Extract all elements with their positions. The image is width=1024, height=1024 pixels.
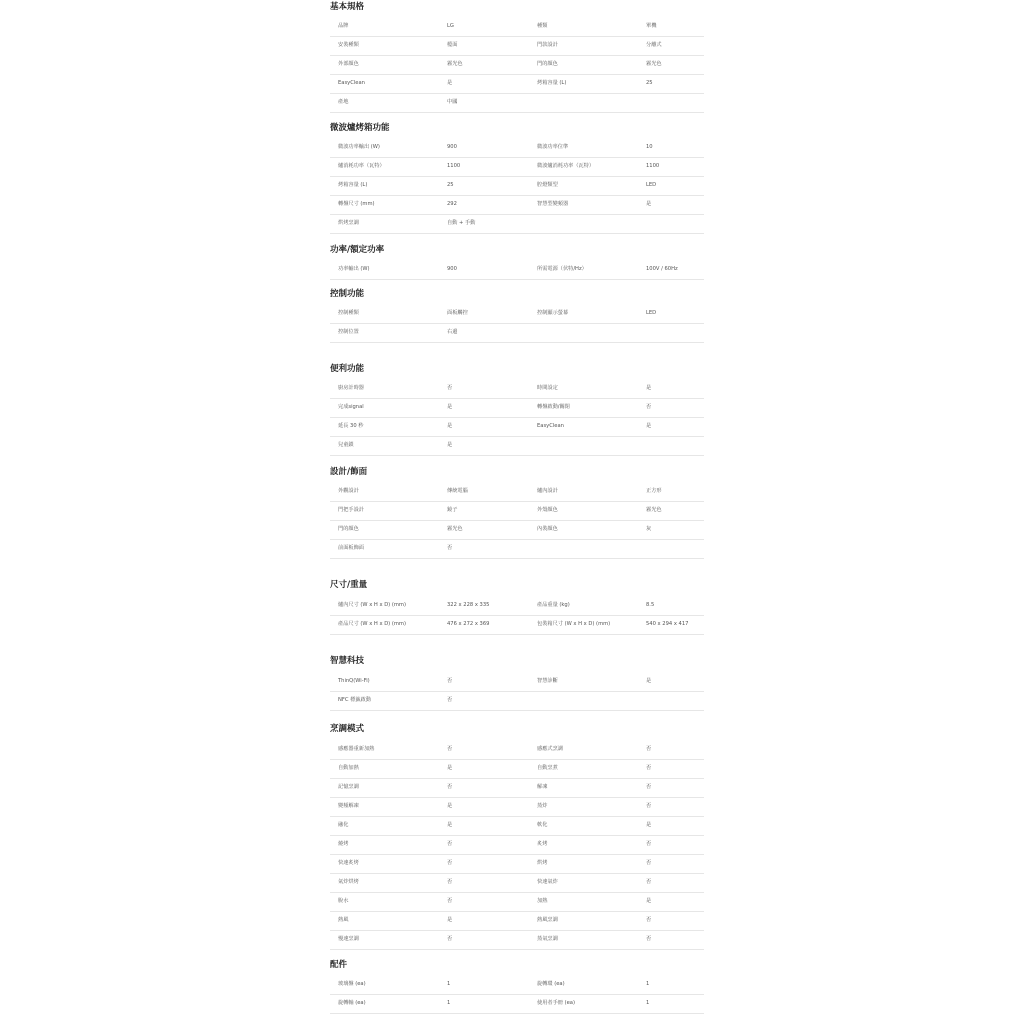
spec-label: 種類 bbox=[537, 23, 548, 29]
spec-row bbox=[330, 520, 704, 540]
spec-label: 玻璃盤 (ea) bbox=[338, 981, 366, 987]
spec-label: 微波功率輸出 (W) bbox=[338, 144, 380, 150]
spec-value: 1100 bbox=[646, 163, 660, 169]
spec-label: 融化 bbox=[338, 822, 349, 828]
spec-value: 傳統電腦 bbox=[447, 488, 468, 494]
section-title: 功率/額定功率 bbox=[330, 245, 385, 255]
spec-value: 否 bbox=[447, 841, 453, 847]
section-title: 控制功能 bbox=[330, 289, 365, 299]
spec-row bbox=[330, 778, 704, 798]
spec-value: LED bbox=[646, 310, 657, 316]
spec-value: 是 bbox=[447, 423, 453, 429]
spec-value: 是 bbox=[646, 678, 652, 684]
spec-label: 產品重量 (kg) bbox=[537, 602, 570, 608]
spec-row bbox=[330, 260, 704, 280]
spec-label: ThinQ(Wi-Fi) bbox=[338, 678, 370, 684]
spec-value: 面板觸控 bbox=[447, 310, 468, 316]
spec-label: 轉盤啟動/關閉 bbox=[537, 404, 570, 410]
spec-label: 門把手設計 bbox=[338, 507, 364, 513]
spec-value: 否 bbox=[646, 803, 652, 809]
spec-label: 變頻解凍 bbox=[338, 803, 359, 809]
spec-row bbox=[330, 304, 704, 324]
spec-value: 否 bbox=[447, 784, 453, 790]
spec-value: 否 bbox=[646, 765, 652, 771]
section-title: 便利功能 bbox=[330, 364, 365, 374]
spec-value: 是 bbox=[646, 898, 652, 904]
spec-value: 正方形 bbox=[646, 488, 662, 494]
spec-value: 25 bbox=[447, 182, 454, 188]
spec-value: 鏡子 bbox=[447, 507, 458, 513]
spec-label: 控制顯示螢幕 bbox=[537, 310, 569, 316]
spec-value: 否 bbox=[447, 385, 453, 391]
spec-row bbox=[330, 36, 704, 56]
spec-label: 氣炸烘烤 bbox=[338, 879, 359, 885]
spec-value: 霧光色 bbox=[646, 507, 662, 513]
spec-value: 是 bbox=[646, 385, 652, 391]
spec-value: 是 bbox=[447, 917, 453, 923]
spec-label: 自動加熱 bbox=[338, 765, 359, 771]
spec-value: 否 bbox=[447, 879, 453, 885]
spec-value: 25 bbox=[646, 80, 653, 86]
spec-value: 否 bbox=[646, 841, 652, 847]
spec-label: 完成signal bbox=[338, 404, 364, 410]
spec-row bbox=[330, 892, 704, 912]
spec-label: 炙烤 bbox=[537, 841, 548, 847]
spec-value: 10 bbox=[646, 144, 653, 150]
spec-value: 292 bbox=[447, 201, 457, 207]
spec-value: 540 x 294 x 417 bbox=[646, 621, 689, 627]
spec-row bbox=[330, 398, 704, 418]
spec-label: 感應器重新加熱 bbox=[338, 746, 375, 752]
spec-value: 1 bbox=[646, 981, 650, 987]
spec-value: 否 bbox=[646, 936, 652, 942]
spec-label: 腔燈類型 bbox=[537, 182, 558, 188]
spec-label: 烘烤 bbox=[537, 860, 548, 866]
spec-label: 微波爐消耗功率（瓦特） bbox=[537, 163, 595, 169]
spec-value: 900 bbox=[447, 266, 457, 272]
spec-value: 否 bbox=[646, 879, 652, 885]
spec-label: 使用者手冊 (ea) bbox=[537, 1000, 576, 1006]
section-title: 烹調模式 bbox=[330, 724, 365, 734]
spec-row bbox=[330, 615, 704, 635]
spec-row bbox=[330, 816, 704, 836]
spec-label: 快速氣炸 bbox=[537, 879, 558, 885]
spec-label: 旋轉環 (ea) bbox=[537, 981, 565, 987]
spec-row bbox=[330, 873, 704, 893]
spec-value: 否 bbox=[646, 917, 652, 923]
spec-label: 慢速烹調 bbox=[338, 936, 359, 942]
spec-value: 1100 bbox=[447, 163, 461, 169]
spec-value: 單機 bbox=[646, 23, 657, 29]
spec-value: 否 bbox=[447, 678, 453, 684]
spec-label: 燒烤 bbox=[338, 841, 349, 847]
spec-row bbox=[330, 214, 704, 234]
spec-label: 爐消耗功率（瓦特） bbox=[338, 163, 385, 169]
spec-row bbox=[330, 157, 704, 177]
spec-label: 門的顏色 bbox=[338, 526, 359, 532]
spec-value: 是 bbox=[447, 765, 453, 771]
spec-label: 記憶烹調 bbox=[338, 784, 359, 790]
spec-label: 產品尺寸 (W x H x D) (mm) bbox=[338, 621, 407, 627]
spec-value: LED bbox=[646, 182, 657, 188]
spec-label: 軟化 bbox=[537, 822, 548, 828]
spec-value: 是 bbox=[447, 803, 453, 809]
spec-label: 內裝顏色 bbox=[537, 526, 558, 532]
spec-label: 前面板飾面 bbox=[338, 545, 364, 551]
spec-value: 霧光色 bbox=[646, 61, 662, 67]
spec-label: 熱風 bbox=[338, 917, 349, 923]
spec-label: 門款設計 bbox=[537, 42, 558, 48]
spec-row bbox=[330, 930, 704, 950]
spec-row bbox=[330, 74, 704, 94]
spec-value: 是 bbox=[646, 423, 652, 429]
spec-label: 烤箱容量 (L) bbox=[338, 182, 368, 188]
section-title: 智慧科技 bbox=[330, 656, 365, 666]
spec-row bbox=[330, 323, 704, 343]
spec-row bbox=[330, 539, 704, 559]
spec-value: 1 bbox=[646, 1000, 650, 1006]
spec-label: 蒸氣烹調 bbox=[537, 936, 558, 942]
spec-row bbox=[330, 994, 704, 1014]
spec-row bbox=[330, 195, 704, 215]
spec-value: 否 bbox=[646, 746, 652, 752]
spec-row bbox=[330, 691, 704, 711]
spec-label: 智慧診斷 bbox=[537, 678, 558, 684]
spec-label: EasyClean bbox=[338, 80, 365, 86]
spec-label: 解凍 bbox=[537, 784, 548, 790]
spec-value: 右邊 bbox=[447, 329, 458, 335]
spec-value: 900 bbox=[447, 144, 457, 150]
spec-label: 加熱 bbox=[537, 898, 548, 904]
spec-value: 322 x 228 x 335 bbox=[447, 602, 490, 608]
spec-value: 否 bbox=[646, 860, 652, 866]
spec-row bbox=[330, 436, 704, 456]
spec-label: 功率輸出 (W) bbox=[338, 266, 370, 272]
spec-value: 否 bbox=[646, 404, 652, 410]
spec-label: 門的顏色 bbox=[537, 61, 558, 67]
spec-value: 是 bbox=[447, 80, 453, 86]
spec-row bbox=[330, 975, 704, 995]
spec-row bbox=[330, 501, 704, 521]
spec-row bbox=[330, 417, 704, 437]
spec-label: 外殼顏色 bbox=[537, 507, 558, 513]
spec-label: 產地 bbox=[338, 99, 349, 105]
spec-label: 熱風烹調 bbox=[537, 917, 558, 923]
spec-value: LG bbox=[447, 23, 454, 29]
spec-label: 轉盤尺寸 (mm) bbox=[338, 201, 375, 207]
spec-value: 是 bbox=[447, 822, 453, 828]
spec-row bbox=[330, 672, 704, 692]
spec-row bbox=[330, 740, 704, 760]
spec-value: 自動 + 手動 bbox=[447, 220, 476, 226]
spec-label: 廚房計時器 bbox=[338, 385, 364, 391]
spec-label: 安裝種類 bbox=[338, 42, 359, 48]
spec-label: 控制種類 bbox=[338, 310, 359, 316]
spec-label: 旋轉軸 (ea) bbox=[338, 1000, 366, 1006]
spec-label: 蒸炸 bbox=[537, 803, 548, 809]
section-title: 微波爐烤箱功能 bbox=[330, 123, 390, 133]
spec-row bbox=[330, 759, 704, 779]
spec-label: 兒童鎖 bbox=[338, 442, 354, 448]
spec-value: 否 bbox=[447, 697, 453, 703]
spec-label: 外觀設計 bbox=[338, 488, 359, 494]
spec-label: 包裝箱尺寸 (W x H x D) (mm) bbox=[537, 621, 611, 627]
spec-row bbox=[330, 911, 704, 931]
spec-row bbox=[330, 55, 704, 75]
spec-value: 8.5 bbox=[646, 602, 655, 608]
spec-value: 476 x 272 x 369 bbox=[447, 621, 490, 627]
spec-value: 霧光色 bbox=[447, 526, 463, 532]
spec-row bbox=[330, 379, 704, 399]
spec-value: 檯面 bbox=[447, 42, 458, 48]
section-title: 配件 bbox=[330, 960, 348, 970]
spec-value: 否 bbox=[447, 860, 453, 866]
spec-label: NFC 標籤啟動 bbox=[338, 697, 371, 703]
spec-row bbox=[330, 17, 704, 37]
spec-value: 否 bbox=[447, 898, 453, 904]
spec-value: 是 bbox=[447, 442, 453, 448]
spec-label: 脫水 bbox=[338, 898, 349, 904]
spec-value: 否 bbox=[646, 784, 652, 790]
spec-row bbox=[330, 854, 704, 874]
spec-value: 100V / 60Hz bbox=[646, 266, 678, 272]
spec-value: 灰 bbox=[646, 526, 652, 532]
spec-row bbox=[330, 138, 704, 158]
spec-label: 外部顏色 bbox=[338, 61, 359, 67]
spec-label: 爐內尺寸 (W x H x D) (mm) bbox=[338, 602, 407, 608]
spec-row bbox=[330, 835, 704, 855]
spec-value: 是 bbox=[646, 201, 652, 207]
spec-value: 否 bbox=[447, 936, 453, 942]
spec-label: 快速炙烤 bbox=[338, 860, 359, 866]
spec-label: 爐內設計 bbox=[537, 488, 558, 494]
spec-label: 控制位置 bbox=[338, 329, 359, 335]
spec-label: 所需電源（伏特/Hz） bbox=[537, 266, 587, 272]
spec-value: 1 bbox=[447, 1000, 451, 1006]
spec-row bbox=[330, 176, 704, 196]
spec-label: 自動烹煮 bbox=[537, 765, 558, 771]
spec-label: 烘烤烹調 bbox=[338, 220, 359, 226]
spec-label: 品牌 bbox=[338, 23, 349, 29]
spec-value: 分離式 bbox=[646, 42, 662, 48]
spec-row bbox=[330, 797, 704, 817]
spec-value: 霧光色 bbox=[447, 61, 463, 67]
section-title: 設計/飾面 bbox=[330, 467, 368, 477]
spec-label: EasyClean bbox=[537, 423, 564, 429]
spec-row bbox=[330, 596, 704, 616]
spec-value: 否 bbox=[447, 746, 453, 752]
section-title: 尺寸/重量 bbox=[330, 580, 368, 590]
spec-row bbox=[330, 482, 704, 502]
spec-label: 時間設定 bbox=[537, 385, 558, 391]
spec-row bbox=[330, 93, 704, 113]
spec-value: 是 bbox=[447, 404, 453, 410]
section-title: 基本規格 bbox=[330, 2, 365, 12]
spec-label: 延長 30 秒 bbox=[338, 423, 364, 429]
spec-label: 智慧型變頻器 bbox=[537, 201, 569, 207]
spec-value: 1 bbox=[447, 981, 451, 987]
spec-value: 是 bbox=[646, 822, 652, 828]
spec-label: 感應式烹調 bbox=[537, 746, 563, 752]
spec-label: 微波功率位準 bbox=[537, 144, 569, 150]
spec-value: 中國 bbox=[447, 99, 458, 105]
spec-value: 否 bbox=[447, 545, 453, 551]
spec-label: 烤箱容量 (L) bbox=[537, 80, 567, 86]
